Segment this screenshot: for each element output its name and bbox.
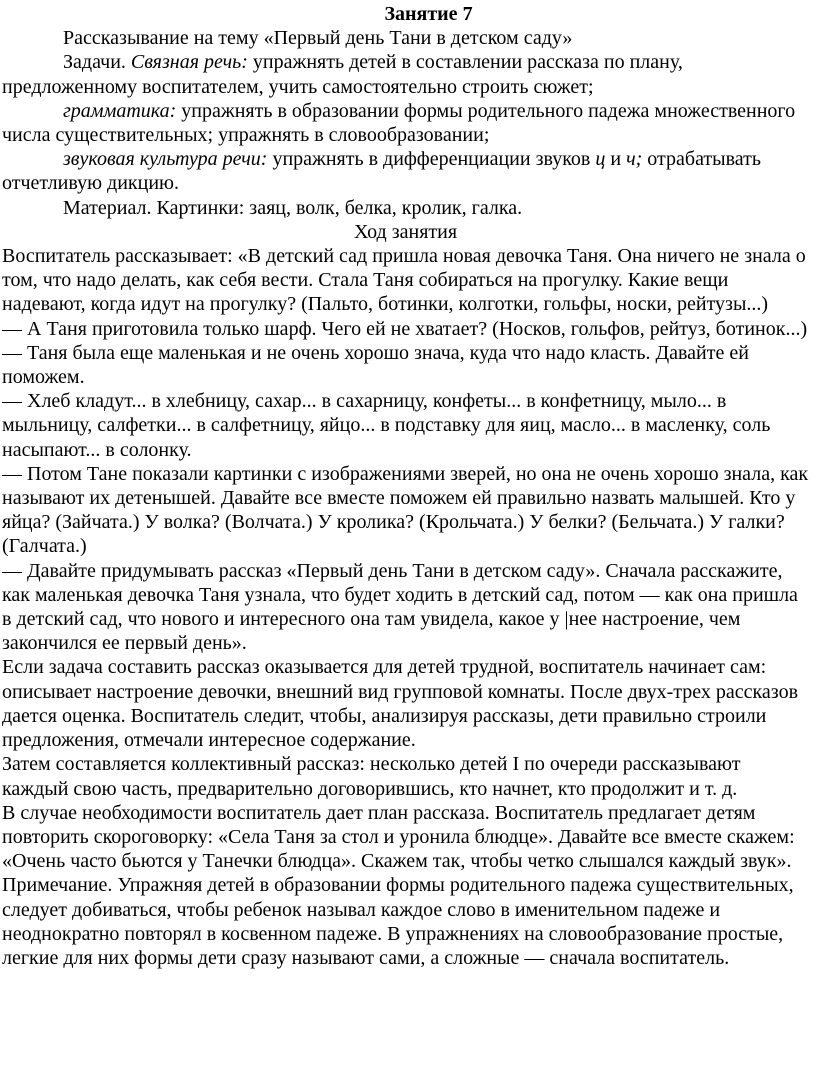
task-text-1: упражнять детей в составлении рассказа по плану, предложенному воспитателем, учить самостоятельно строить сюжет; [2,51,683,98]
tasks-label: Задачи. [63,51,126,74]
material-line: Материал. Картинки: заяц, волк, белка, кролик, галка. [63,196,523,219]
task-text-3: упражнять в дифференциации звуков [267,148,596,171]
paragraph-4: — Хлеб кладут... в хлебницу, сахар... в сахарницу, конфеты... в конфетницу, мыло... в мыльницу, салфетки... в салфетницу, яйцо... в подставку для яиц, масло... в масленку, соль насыпают... в солонку. [2,390,771,461]
tasks-section [2,50,809,195]
paragraph-2: — А Таня приготовила только шарф. Чего ей не хватает? (Носков, гольфов, рейтуз, ботинок...) [2,317,808,340]
task-term-1: Связная речь: [130,51,248,74]
paragraph-note: Примечание. Упражняя детей в образовании формы родительного падежа существительных, следует добиваться, чтобы ребенок называл каждое слово в именительном падеже и неоднократно повторял в косвенном падеже. В упражнениях на словообразование простые, легкие для них формы дети сразу называют сами, а сложные — сначала воспитатель. [2,874,794,969]
paragraph-6: — Давайте придумывать рассказ «Первый день Тани в детском саду». Сначала расскажите, как маленькая девочка Таня узнала, что будет ходить в детский сад, потом — как она пришла в детский сад, что нового и интересного она там увидела, какое у |нее настроение, чем закончился ее первый день». [2,559,798,655]
sound-ch: ч; [626,148,643,171]
task-item-1 [2,50,809,98]
paragraph-7: Если задача составить рассказ оказывается для детей трудной, воспитатель начинает сам: описывает настроение девочки, внешний вид групповой комнаты. После двух-трех рассказов дается оценка. Воспитатель следит, чтобы, анализируя рассказы, дети правильно строили предложения, отмечали интересное содержание. [2,656,799,752]
task-text-2: упражнять в образовании формы родительного падежа множественного числа существительных; упражнять в словообразовании; [2,99,796,147]
lesson-topic: Рассказывание на тему «Первый день Тани в детском саду» [63,27,573,50]
task-term-2: грамматика: [63,99,177,122]
task-text-3-mid: и [605,148,627,171]
task-term-3: звуковая культура речи: [63,148,268,171]
sound-c: ц [595,148,606,171]
paragraph-1: Воспитатель рассказывает: «В детский сад пришла новая девочка Таня. Она ничего не знала о том, что надо делать, как себя вести. Стала Таня собираться на прогулку. Какие вещи надевают, когда идут на прогулку? (Пальто, ботинки, колготки, гольфы, носки, рейтузы...) [2,245,806,316]
paragraph-3: — Таня была еще маленькая и не очень хорошо знача, куда что надо класть. Давайте ей поможем. [2,341,749,389]
paragraph-9: В случае необходимости воспитатель дает план рассказа. Воспитатель предлагает детям повторить скороговорку: «Села Таня за стол и уронила блюдце». Давайте все вместе скажем: «Очень часто бьются у Танечки блюдца». Скажем так, чтобы четко слышался каждый звук». [2,801,795,873]
task-item-2 [2,99,809,147]
task-item-3 [2,147,809,195]
paragraph-5: — Потом Тане показали картинки с изображениями зверей, но она не очень хорошо знала, как называют их детенышей. Давайте все вместе поможем ей правильно назвать малышей. Кто у яйца? (Зайчата.) У волка? (Волчата.) У кролика? (Крольчата.) У белки? (Бельчата.) У галки? (Галчата.) [2,462,809,558]
progress-heading: Ход занятия [353,220,458,243]
document-page [0,2,816,1091]
task-text-3-tail: отрабатывать отчетливую дикцию. [2,148,762,195]
lesson-title: Занятие 7 [384,3,473,25]
paragraph-8: Затем составляется коллективный рассказ: несколько детей I по очереди рассказывают каждый свою часть, предварительно договорившись, кто начнет, кто продолжит и т. д. [2,753,741,800]
